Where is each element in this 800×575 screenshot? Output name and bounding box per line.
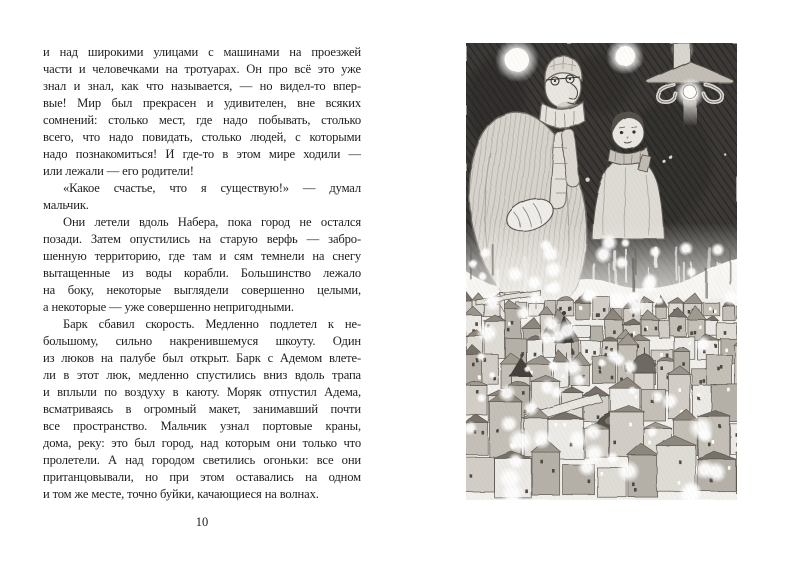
text-line: вытащенные из воды корабли. Большинство лежало bbox=[43, 266, 361, 280]
town-light bbox=[477, 352, 486, 361]
dancing-light bbox=[468, 259, 479, 270]
text-line: Они летели вдоль Набера, пока город не остался bbox=[63, 215, 361, 229]
text-line: все пространство. Мальчик узнал портовые краны, bbox=[43, 419, 361, 433]
text-line: позади. Затем опустились на старую верфь — забро- bbox=[43, 232, 361, 246]
town-light bbox=[661, 392, 679, 410]
text-line: шенную территорию, где там и сям темнели на снегу bbox=[43, 249, 361, 263]
dancing-light bbox=[678, 241, 693, 256]
town-light bbox=[606, 452, 619, 465]
text-line: и том же месте, точно буйки, качающиеся на волнах. bbox=[43, 487, 319, 501]
town-light bbox=[572, 373, 586, 387]
sky-star bbox=[669, 156, 673, 160]
left-page bbox=[43, 44, 361, 503]
town-building bbox=[466, 457, 494, 492]
dancing-light bbox=[507, 266, 524, 283]
town-building bbox=[717, 323, 737, 340]
text-line: дома, реку: это был город, над которым они только что bbox=[43, 436, 361, 450]
text-line: и вплыли по воздуху в каюту. Моряк отпустил Адема, bbox=[43, 385, 361, 399]
text-line: надо познакомиться! И где-то в этом мире ходили — bbox=[43, 147, 361, 161]
town-light bbox=[617, 460, 640, 483]
town-light bbox=[706, 462, 727, 483]
text-line: сомнений: столько мест, где надо побывать, столько bbox=[43, 113, 361, 127]
dancing-light bbox=[546, 280, 562, 296]
body-text bbox=[43, 44, 361, 503]
dancing-light bbox=[581, 289, 594, 302]
dancing-light bbox=[594, 245, 613, 264]
town-light bbox=[531, 429, 552, 450]
town-light bbox=[524, 365, 532, 373]
town-light bbox=[523, 400, 540, 417]
text-line: знал и знал, как что называется, — но видел-то впер- bbox=[43, 79, 361, 93]
text-line: пританцовывали, но при этом оставались на одном bbox=[43, 470, 361, 484]
town-building bbox=[659, 321, 670, 338]
town-building bbox=[731, 424, 738, 454]
sky-star bbox=[586, 178, 590, 182]
town-light bbox=[508, 428, 534, 454]
town-light bbox=[498, 384, 517, 403]
town-light bbox=[597, 359, 607, 369]
text-line: ли в этот люк, медленно спустились вниз вдоль трапа bbox=[43, 368, 361, 382]
text-line: части и человечками на тротуарах. Он про всё это уже bbox=[43, 62, 361, 76]
dancing-light bbox=[479, 247, 492, 260]
text-line: или лежали — его родители! bbox=[43, 164, 194, 178]
text-line: пролетели. А над городом светились огоньки: все они bbox=[43, 453, 361, 467]
text-line: и над широкими улицами с машинами на проезжей bbox=[43, 45, 361, 59]
dancing-light bbox=[654, 296, 664, 306]
dancing-light bbox=[528, 290, 543, 305]
town-light bbox=[498, 467, 522, 491]
illustration bbox=[466, 43, 737, 500]
dancing-light bbox=[482, 291, 502, 311]
town-light bbox=[488, 371, 496, 379]
town-light bbox=[476, 322, 498, 344]
dancing-light bbox=[686, 267, 697, 278]
town-light bbox=[556, 319, 577, 340]
town-light bbox=[577, 457, 596, 476]
text-line: вые! Мир был прекрасен и удивителен, вне всяких bbox=[43, 96, 361, 110]
town-light bbox=[694, 336, 711, 353]
dancing-light bbox=[615, 255, 629, 269]
town-light bbox=[547, 360, 556, 369]
lamp-bulb bbox=[684, 86, 697, 99]
dancing-light bbox=[640, 277, 657, 294]
dancing-light bbox=[540, 239, 553, 252]
dancing-light bbox=[478, 272, 488, 282]
dancing-light bbox=[544, 260, 563, 279]
text-line: «Какое счастье, что я существую!» — думал bbox=[63, 181, 361, 195]
dancing-light bbox=[620, 238, 630, 248]
sky-star bbox=[663, 160, 667, 164]
text-line: а некоторые — уже совершенно непригодными. bbox=[43, 300, 294, 314]
town-light bbox=[516, 305, 533, 322]
text-line: из люков на палубе был открыт. Барк с Адемом влете- bbox=[43, 351, 361, 365]
text-line: всматриваясь в огромный макет, занимавший почти bbox=[43, 402, 361, 416]
dancing-light bbox=[649, 246, 662, 259]
town-light bbox=[627, 297, 646, 316]
lamp-post-bottom bbox=[684, 100, 697, 126]
town-building bbox=[591, 327, 603, 342]
dancing-light bbox=[607, 289, 628, 310]
text-line: большому, сильно накренившемуся шкоуту. Один bbox=[43, 334, 361, 348]
town-building bbox=[707, 355, 732, 385]
dancing-light bbox=[526, 274, 542, 290]
town-light bbox=[583, 422, 602, 441]
sky-star bbox=[724, 153, 726, 155]
town-light bbox=[628, 386, 638, 396]
town-light bbox=[550, 385, 564, 399]
town-light bbox=[606, 348, 622, 364]
town-light bbox=[647, 426, 659, 438]
page-number: 10 bbox=[195, 515, 209, 529]
town-light bbox=[688, 415, 714, 441]
text-line: Барк сбавил скорость. Медленно подлетел к не- bbox=[63, 317, 361, 331]
town-building bbox=[703, 303, 720, 316]
text-line: мальчик. bbox=[43, 198, 89, 212]
dancing-light bbox=[711, 243, 725, 257]
town-light bbox=[538, 329, 554, 345]
town-light bbox=[476, 393, 486, 403]
text-line: всего, что надо повидать, столько людей, с которыми bbox=[43, 130, 361, 144]
text-line: на боку, некоторые выглядели совершенно целыми, bbox=[43, 283, 361, 297]
